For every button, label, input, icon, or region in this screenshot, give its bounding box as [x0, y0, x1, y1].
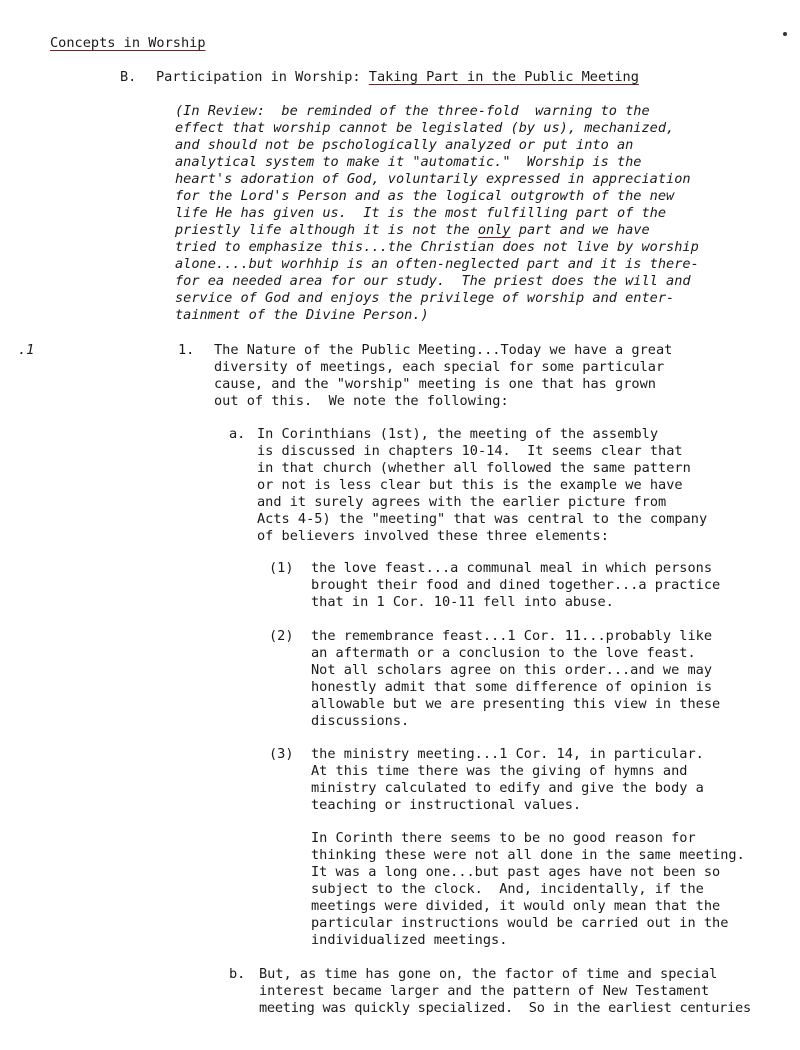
item1-line: The Nature of the Public Meeting...Today we have a great	[214, 342, 673, 358]
item-a-line: in that church (whether all followed the same pattern	[257, 460, 691, 476]
item-a-line: In Corinthians (1st), the meeting of the assembly	[257, 426, 659, 442]
review-text: part and we have	[510, 222, 650, 238]
sub3-line: ministry calculated to edify and give the body a	[311, 780, 704, 796]
corinth-line: particular instructions would be carried out in the	[311, 915, 729, 931]
corinth-line: meetings were divided, it would only mean that the	[311, 898, 721, 914]
item-a-line: is discussed in chapters 10-14. It seems clear that	[257, 443, 683, 459]
sub1-label: (1)	[269, 560, 294, 576]
stray-mark	[783, 32, 787, 36]
item-a-line: Acts 4-5) the "meeting" that was central to the company	[257, 511, 708, 527]
section-label: B.	[120, 69, 137, 85]
corinth-line: individualized meetings.	[311, 932, 508, 948]
item-a-line: of believers involved these three elements:	[257, 528, 609, 544]
sub3-line: At this time there was the giving of hymns and	[311, 763, 688, 779]
sub2-line: discussions.	[311, 713, 410, 729]
item1-line: diversity of meetings, each special for some particular	[214, 359, 665, 375]
review-line: (In Review: be reminded of the three-fold warning to the	[175, 103, 650, 119]
review-line: and should not be pschologically analyzed or put into an	[175, 137, 634, 153]
item-a-line: or not is less clear but this is the example we have	[257, 477, 683, 493]
review-line: tainment of the Divine Person.)	[175, 307, 429, 323]
section-heading-underlined: Taking Part in the Public Meeting	[368, 69, 639, 85]
sub2-label: (2)	[269, 628, 294, 644]
review-line	[175, 222, 650, 239]
review-line: analytical system to make it "automatic." Worship is the	[175, 154, 642, 170]
sub1-line: the love feast...a communal meal in which persons	[311, 560, 713, 576]
corinth-line: thinking these were not all done in the same meeting.	[311, 847, 745, 863]
section-heading-prefix: Participation in Worship:	[156, 69, 369, 85]
sub1-line: that in 1 Cor. 10-11 fell into abuse.	[311, 594, 614, 610]
review-line: for the Lord's Person and as the logical outgrowth of the new	[175, 188, 675, 204]
page-title: Concepts in Worship	[50, 35, 206, 51]
item-b-line: meeting was quickly specialized. So in the earliest centuries	[259, 1000, 751, 1016]
review-line: life He has given us. It is the most fulfilling part of the	[175, 205, 667, 221]
sub3-line: teaching or instructional values.	[311, 797, 582, 813]
review-line: tried to emphasize this...the Christian does not live by worship	[175, 239, 699, 255]
review-line: alone....but worhhip is an often-neglected part and it is there-	[175, 256, 699, 272]
sub1-line: brought their food and dined together...a practice	[311, 577, 721, 593]
item-a-label: a.	[229, 426, 246, 442]
review-text: priestly life although it is not the	[175, 222, 478, 238]
review-line: for ea needed area for our study. The priest does the will and	[175, 273, 691, 289]
sub3-line: the ministry meeting...1 Cor. 14, in particular.	[311, 746, 704, 762]
corinth-line: In Corinth there seems to be no good reason for	[311, 830, 696, 846]
review-emphasis: only	[477, 222, 511, 238]
review-line: service of God and enjoys the privilege of worship and enter-	[175, 290, 675, 306]
item-number: 1.	[178, 342, 195, 358]
corinth-line: subject to the clock. And, incidentally, if the	[311, 881, 704, 897]
review-line: heart's adoration of God, voluntarily expressed in appreciation	[175, 171, 691, 187]
item1-line: cause, and the "worship" meeting is one that has grown	[214, 376, 656, 392]
item1-line: out of this. We note the following:	[214, 393, 509, 409]
review-line: effect that worship cannot be legislated (by us), mechanized,	[175, 120, 675, 136]
item-b-label: b.	[229, 966, 246, 982]
item-a-line: and it surely agrees with the earlier picture from	[257, 494, 667, 510]
sub2-line: allowable but we are presenting this view in these	[311, 696, 721, 712]
sub2-line: honestly admit that some difference of opinion is	[311, 679, 713, 695]
item-b-line: But, as time has gone on, the factor of time and special	[259, 966, 718, 982]
sub2-line: Not all scholars agree on this order...and we may	[311, 662, 713, 678]
item-b-line: interest became larger and the pattern of New Testament	[259, 983, 710, 999]
margin-note: .1	[18, 342, 35, 358]
sub2-line: an aftermath or a conclusion to the love feast.	[311, 645, 696, 661]
section-heading	[156, 69, 639, 86]
sub3-label: (3)	[269, 746, 294, 762]
sub2-line: the remembrance feast...1 Cor. 11...probably like	[311, 628, 713, 644]
corinth-line: It was a long one...but past ages have not been so	[311, 864, 721, 880]
